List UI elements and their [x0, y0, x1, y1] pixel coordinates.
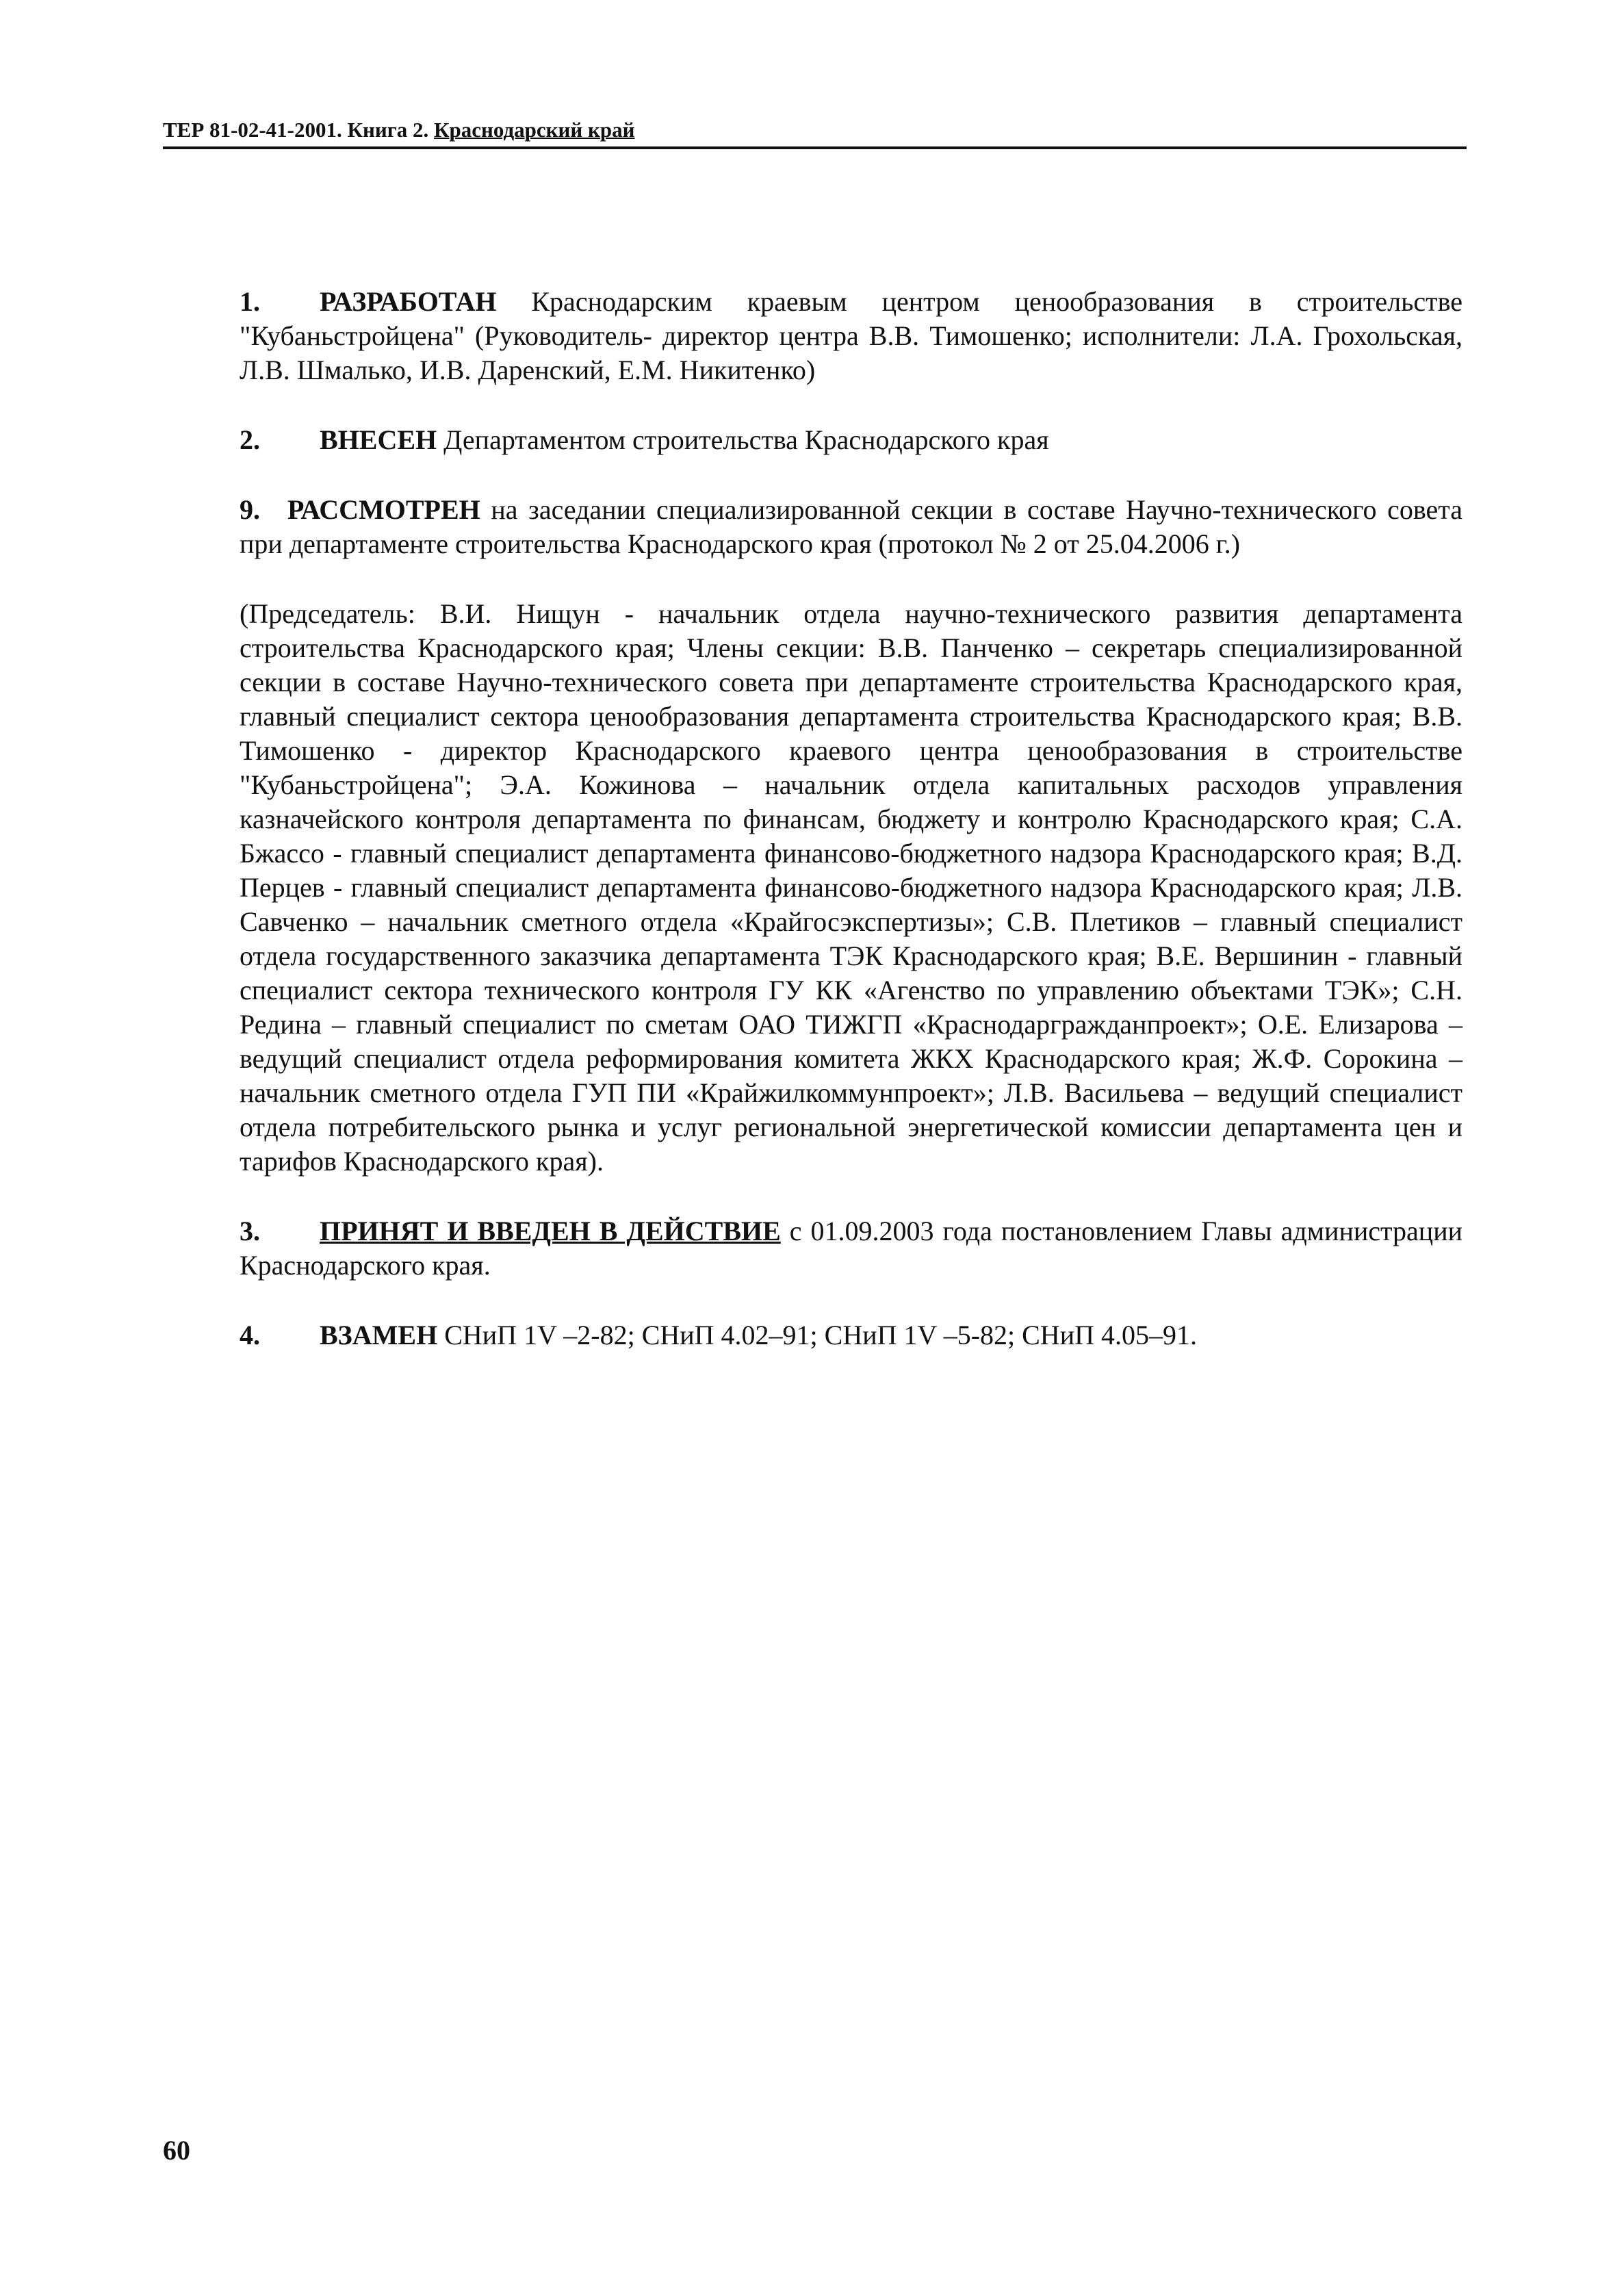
running-header-text — [163, 116, 634, 144]
item-number: 2. — [240, 424, 260, 455]
item-number: 1. — [240, 286, 260, 317]
item-number: 3. — [240, 1216, 260, 1246]
item-text: с 01.09.2003 года постановлением Главы администрации Краснодарского края. — [240, 1216, 1463, 1281]
item-replaces — [240, 1318, 1462, 1352]
item-introduced — [240, 423, 1462, 457]
commission-paragraph: (Председатель: В.И. Нищун - начальник отдела научно-технического развития департамента строительства Краснодарского края; Члены секции: В.В. Панченко – секретарь специализированной секции в составе Научно-технического совета при департаменте строительства Краснодарского края, главный специалист сектора ценообразования департамента строительства Краснодарского края; В.В. Тимошенко - директор Краснодарского краевого центра ценообразования в строительстве "Кубаньстройцена"; Э.А. Кожинова – начальник отдела капитальных расходов управления казначейского контроля департамента по финансам, бюджету и контролю Краснодарского края; С.А. Бжассо - главный специалист департамента финансово-бюджетного надзора Краснодарского края; В.Д. Перцев - главный специалист департамента финансово-бюджетного надзора Краснодарского края; Л.В. Савченко – начальник сметного отдела «Крайгосэкспертизы»; С.В. Плетиков – главный специалист отдела государственного заказчика департамента ТЭК Краснодарского края; В.Е. Вершинин - главный специалист сектора технического контроля ГУ КК «Агенство по управлению объектами ТЭК»; С.Н. Редина – главный специалист по сметам ОАО ТИЖГП «Краснодаргражданпроект»; О.Е. Елизарова – ведущий специалист отдела реформирования комитета ЖКХ Краснодарского края; Ж.Ф. Сорокина – начальник сметного отдела ГУП ПИ «Крайжилкоммунпроект»; Л.В. Васильева – ведущий специалист отдела потребительского рынка и услуг региональной энергетической комиссии департамента цен и тарифов Краснодарского края). — [240, 598, 1462, 1177]
item-text: Департаментом строительства Краснодарского края — [437, 424, 1049, 455]
item-reviewed — [240, 493, 1462, 561]
page-number: 60 — [163, 2135, 190, 2166]
item-developed — [240, 285, 1462, 387]
header-region: Краснодарский край — [434, 118, 635, 142]
item-lead: ВЗАМЕН — [320, 1320, 438, 1350]
item-text: на заседании специализированной секции в составе Научно-технического совета при департаменте строительства Краснодарского края (протокол № 2 от 25.04.2006 г.) — [240, 494, 1462, 559]
item-number: 4. — [240, 1320, 260, 1350]
item-lead: РАЗРАБОТАН — [320, 286, 497, 317]
header-doc-id: ТЕР 81-02-41-2001. Книга 2. — [163, 118, 429, 142]
item-lead: РАССМОТРЕН — [287, 494, 480, 525]
item-text: Краснодарским краевым центром ценообразования в строительстве "Кубаньстройцена" (Руководитель- директор центра В.В. Тимошенко; исполнители: Л.А. Грохольская, Л.В. Шмалько, И.В. Даренский, Е.М. Никитенко) — [240, 286, 1462, 385]
item-text: СНиП 1V –2-82; СНиП 4.02–91; СНиП 1V –5-82; СНиП 4.05–91. — [437, 1320, 1197, 1350]
item-lead: ВНЕСЕН — [320, 424, 437, 455]
document-body — [240, 285, 1462, 1388]
item-number: 9. — [240, 494, 260, 525]
running-header — [163, 116, 1467, 149]
item-adopted — [240, 1214, 1462, 1283]
item-lead: ПРИНЯТ И ВВЕДЕН В ДЕЙСТВИЕ — [320, 1216, 781, 1246]
